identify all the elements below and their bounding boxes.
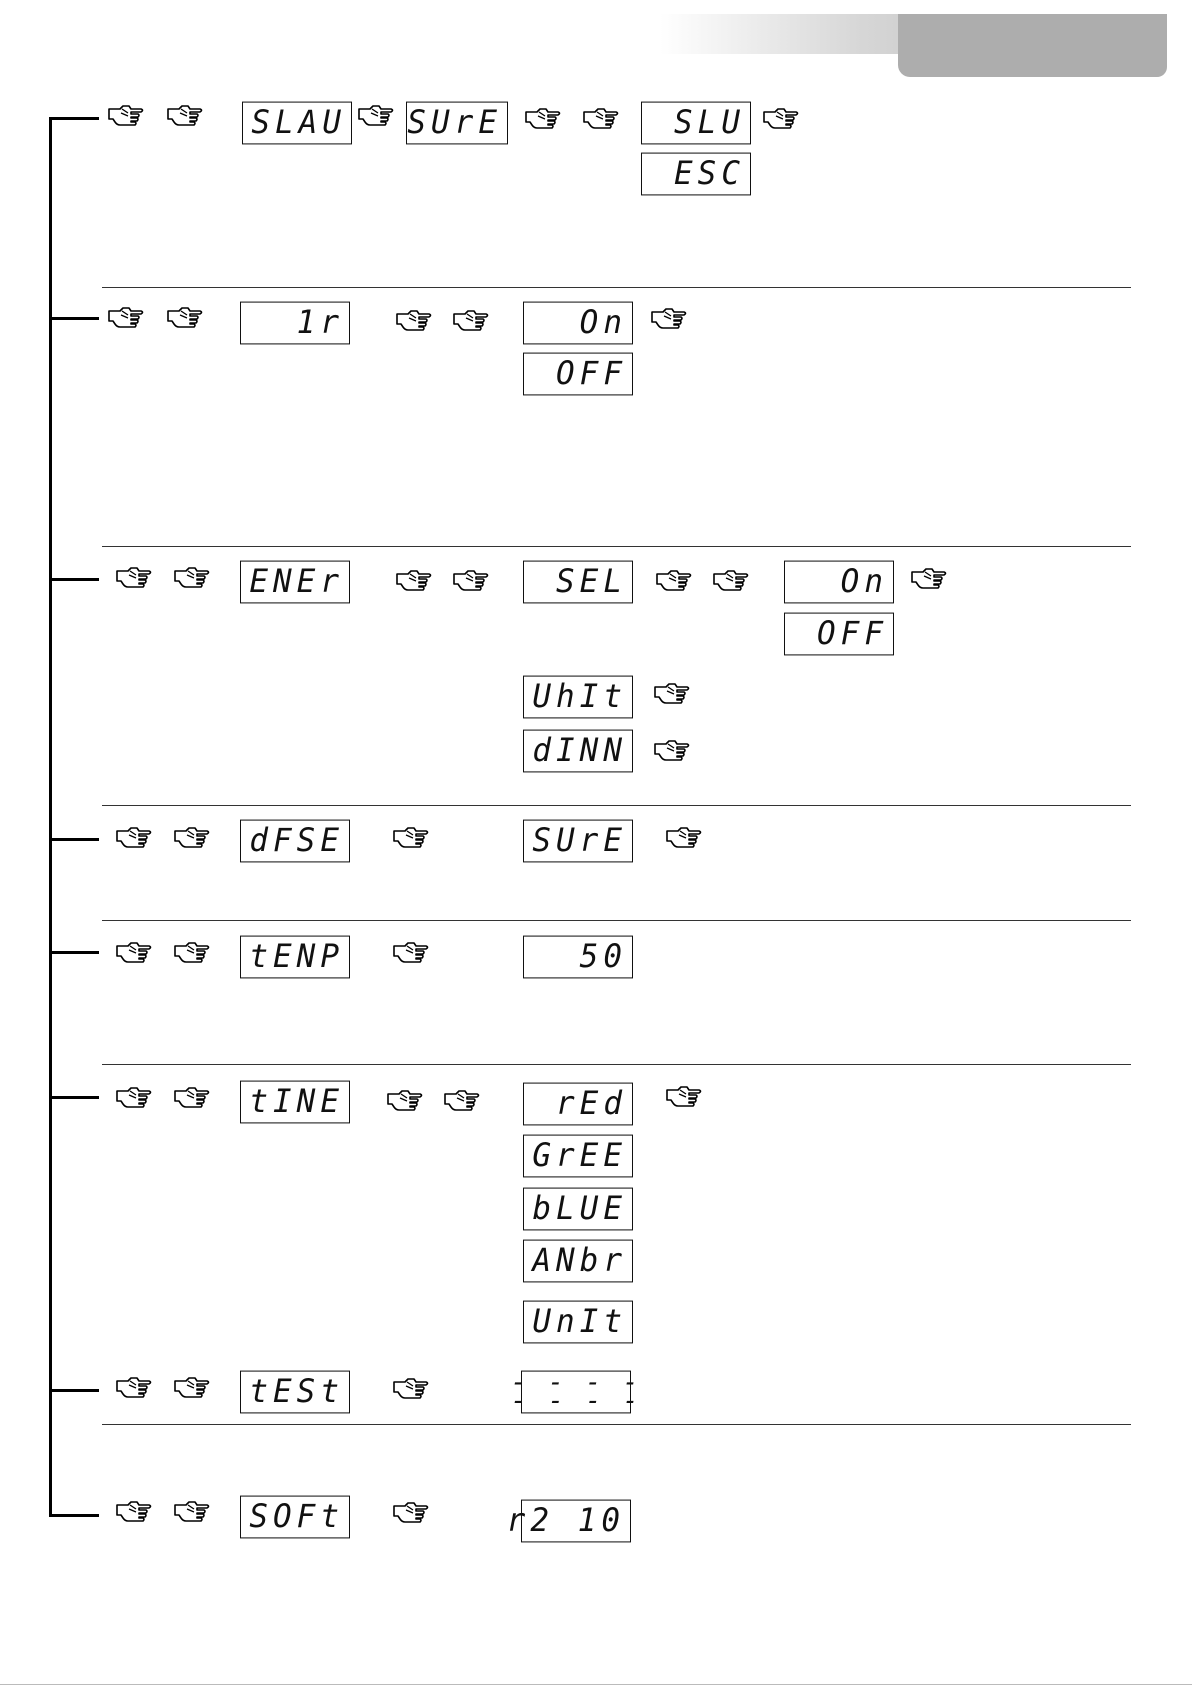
header-tab xyxy=(898,14,1167,77)
lcd-option-energy-2: dINN xyxy=(523,730,633,773)
lcd-main-time: tINE xyxy=(240,1081,350,1124)
lcd-main-temp: tENP xyxy=(240,936,350,979)
tree-branch-time xyxy=(49,1096,99,1099)
lcd-main-test: tESt xyxy=(240,1371,350,1414)
pointing-hand-icon xyxy=(173,1376,211,1398)
pointing-hand-icon xyxy=(173,566,211,588)
tree-branch-default xyxy=(49,838,99,841)
pointing-hand-icon xyxy=(762,107,800,129)
lcd-value-soft: r2 10 xyxy=(521,1500,631,1543)
tree-branch-temp xyxy=(49,951,99,954)
menu-tree-trunk xyxy=(49,117,52,1517)
pointing-hand-icon xyxy=(173,1086,211,1108)
pointing-hand-icon xyxy=(395,309,433,331)
pointing-hand-icon xyxy=(665,1085,703,1107)
lcd-option-time-1: rEd xyxy=(523,1083,633,1126)
pointing-hand-icon xyxy=(386,1089,424,1111)
pointing-hand-icon xyxy=(173,826,211,848)
pointing-hand-icon xyxy=(107,306,145,328)
row-separator xyxy=(102,1424,1131,1425)
pointing-hand-icon xyxy=(452,569,490,591)
pointing-hand-icon xyxy=(392,941,430,963)
tree-branch-slave xyxy=(49,117,99,120)
pointing-hand-icon xyxy=(655,569,693,591)
lcd-option-time-3: bLUE xyxy=(523,1188,633,1231)
pointing-hand-icon xyxy=(357,104,395,126)
pointing-hand-icon xyxy=(653,739,691,761)
lcd-value-test: - - - - - - - - xyxy=(510,1367,642,1417)
pointing-hand-icon xyxy=(650,307,688,329)
lcd-main-default: dFSE xyxy=(240,820,350,863)
row-separator xyxy=(102,920,1131,921)
pointing-hand-icon xyxy=(107,104,145,126)
row-separator xyxy=(102,287,1131,288)
row-separator xyxy=(102,1064,1131,1065)
pointing-hand-icon xyxy=(173,1500,211,1522)
lcd-option-time-2: GrEE xyxy=(523,1135,633,1178)
pointing-hand-icon xyxy=(712,569,750,591)
pointing-hand-icon xyxy=(452,309,490,331)
lcd-option-energy-1: UhIt xyxy=(523,676,633,719)
lcd-option-ir-2: OFF xyxy=(523,353,633,396)
pointing-hand-icon xyxy=(115,941,153,963)
lcd-option-ir-1: On xyxy=(523,302,633,345)
pointing-hand-icon xyxy=(582,107,620,129)
pointing-hand-icon xyxy=(115,826,153,848)
pointing-hand-icon xyxy=(524,107,562,129)
pointing-hand-icon xyxy=(115,1500,153,1522)
lcd-select-energy: SEL xyxy=(523,561,633,604)
lcd-value-temp: 50 xyxy=(523,936,633,979)
row-separator xyxy=(102,805,1131,806)
pointing-hand-icon xyxy=(910,567,948,589)
tree-branch-soft xyxy=(49,1514,99,1517)
lcd-confirm-slave: SUrE xyxy=(406,102,508,145)
pointing-hand-icon xyxy=(392,1377,430,1399)
pointing-hand-icon xyxy=(653,682,691,704)
pointing-hand-icon xyxy=(115,1376,153,1398)
pointing-hand-icon xyxy=(173,941,211,963)
pointing-hand-icon xyxy=(665,826,703,848)
pointing-hand-icon xyxy=(166,104,204,126)
lcd-option-time-4: ANbr xyxy=(523,1240,633,1283)
pointing-hand-icon xyxy=(115,1086,153,1108)
row-separator xyxy=(102,546,1131,547)
lcd-main-slave: SLAU xyxy=(242,102,352,145)
lcd-main-soft: SOFt xyxy=(240,1496,350,1539)
tree-branch-test xyxy=(49,1389,99,1392)
lcd-option-time-5: UnIt xyxy=(523,1301,633,1344)
lcd-option-slave-1: SLU xyxy=(641,102,751,145)
lcd-suboption-energy-1: On xyxy=(784,561,894,604)
lcd-suboption-energy-2: OFF xyxy=(784,613,894,656)
tree-branch-energy xyxy=(49,578,99,581)
lcd-main-energy: ENEr xyxy=(240,561,350,604)
tree-branch-ir xyxy=(49,317,99,320)
pointing-hand-icon xyxy=(166,306,204,328)
pointing-hand-icon xyxy=(395,569,433,591)
pointing-hand-icon xyxy=(392,1501,430,1523)
pointing-hand-icon xyxy=(115,566,153,588)
pointing-hand-icon xyxy=(392,826,430,848)
lcd-option-slave-2: ESC xyxy=(641,153,751,196)
pointing-hand-icon xyxy=(443,1089,481,1111)
lcd-confirm-default: SUrE xyxy=(523,820,633,863)
lcd-main-ir: 1r xyxy=(240,302,350,345)
